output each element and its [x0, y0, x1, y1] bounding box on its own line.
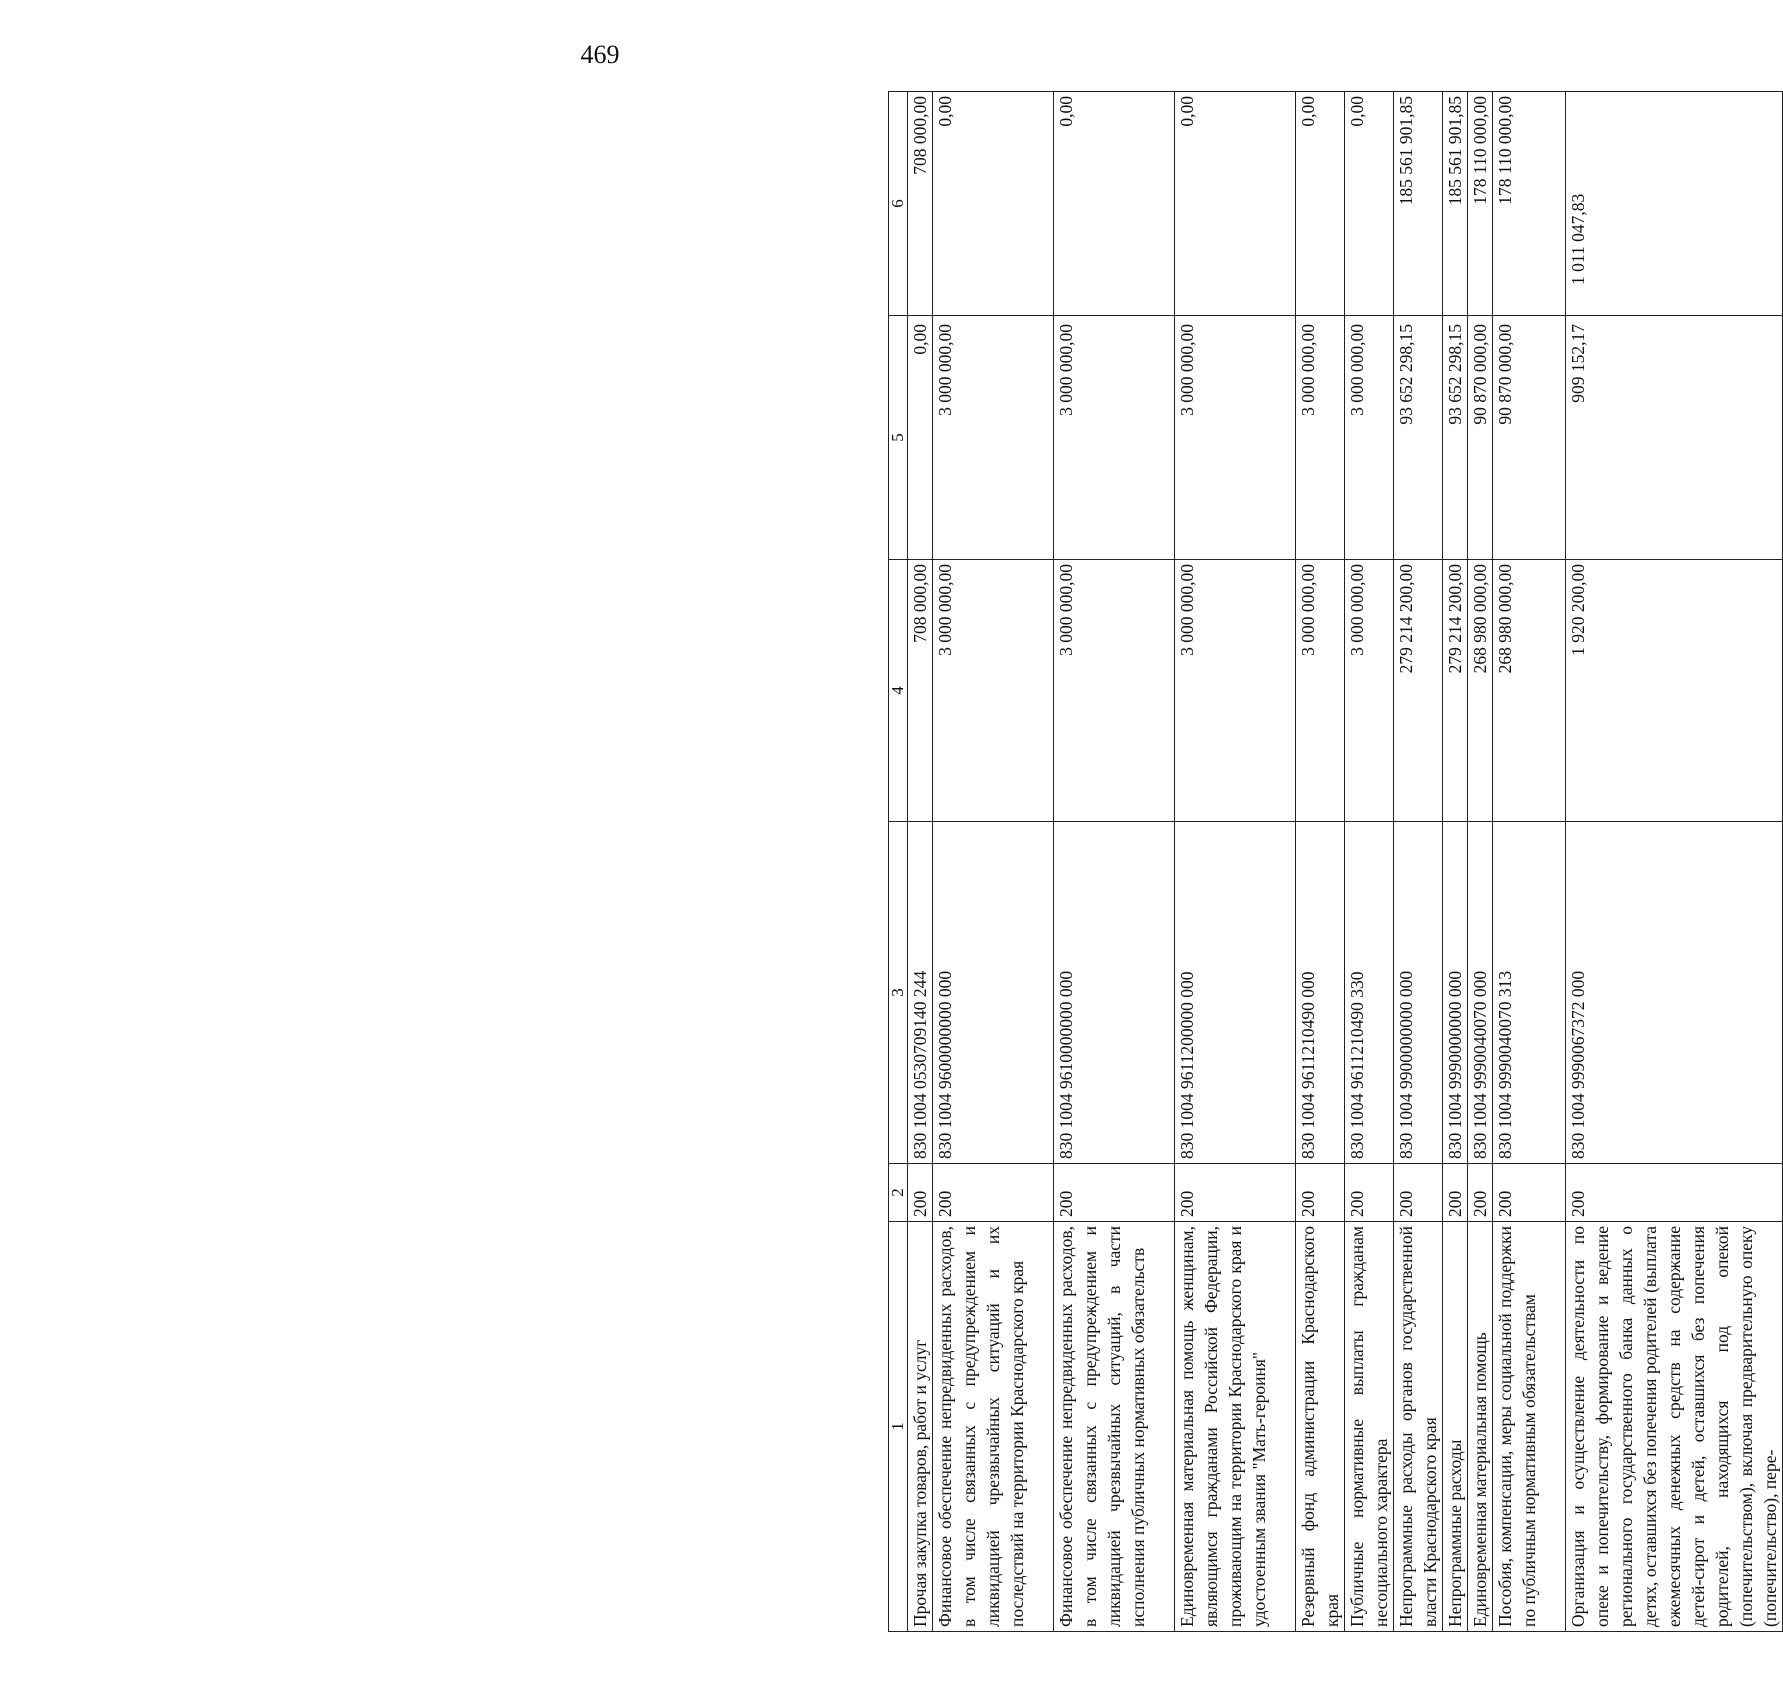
row-col6: 0,00 [1054, 92, 1175, 316]
row-code: 830 1004 9610000000 000 [1054, 822, 1175, 1164]
header-row [889, 92, 908, 1632]
row-col2: 200 [1345, 1164, 1394, 1222]
row-col4: 279 214 200,00 [1394, 560, 1443, 822]
row-code: 830 1004 9900000000 000 [1394, 822, 1443, 1164]
col-header-6: 6 [889, 92, 908, 316]
row-col6: 178 110 000,00 [1493, 92, 1566, 316]
row-col2: 200 [1394, 1164, 1443, 1222]
row-col4: 3 000 000,00 [1296, 560, 1345, 822]
row-col2: 200 [1296, 1164, 1345, 1222]
row-col5: 3 000 000,00 [1175, 316, 1296, 560]
row-col2: 200 [1468, 1164, 1493, 1222]
row-name: Резервный фонд администрации Краснодарского края [1296, 1222, 1345, 1632]
row-col5: 3 000 000,00 [933, 316, 1054, 560]
col-header-3: 3 [889, 822, 908, 1164]
row-code: 830 1004 0530709140 244 [908, 822, 933, 1164]
row-col2: 200 [1493, 1164, 1566, 1222]
row-col5: 3 000 000,00 [1054, 316, 1175, 560]
row-name: Единовременная материальная помощь [1468, 1222, 1493, 1632]
col-header-4: 4 [889, 560, 908, 822]
row-col6: 185 561 901,85 [1394, 92, 1443, 316]
row-col5: 3 000 000,00 [1296, 316, 1345, 560]
row-col2: 200 [1566, 1164, 1783, 1222]
budget-table [888, 91, 1783, 1632]
row-col6: 1 011 047,83 [1566, 92, 1783, 316]
col-header-5: 5 [889, 316, 908, 560]
row-col6: 708 000,00 [908, 92, 933, 316]
row-col4: 279 214 200,00 [1443, 560, 1468, 822]
row-code: 830 1004 9990067372 000 [1566, 822, 1783, 1164]
table-row [1394, 92, 1443, 1632]
row-name: Финансовое обеспечение непредвиденных расходов, в том числе связанных с предупреждением и ликвидацией чрезвычайных ситуаций и их последствий на территории Краснодарского края [933, 1222, 1054, 1632]
page-number: 469 [580, 40, 620, 69]
table-row [1468, 92, 1493, 1632]
row-code: 830 1004 9611210490 330 [1345, 822, 1394, 1164]
row-col6: 0,00 [1296, 92, 1345, 316]
row-name: Непрограммные расходы органов государственной власти Краснодарского края [1394, 1222, 1443, 1632]
row-name: Пособия, компенсации, меры социальной поддержки по публичным нормативным обязательствам [1493, 1222, 1566, 1632]
row-col2: 200 [933, 1164, 1054, 1222]
row-col4: 268 980 000,00 [1493, 560, 1566, 822]
row-col5: 93 652 298,15 [1443, 316, 1468, 560]
row-col6: 178 110 000,00 [1468, 92, 1493, 316]
col-header-2: 2 [889, 1164, 908, 1222]
row-col5: 90 870 000,00 [1493, 316, 1566, 560]
row-col6: 185 561 901,85 [1443, 92, 1468, 316]
row-code: 830 1004 9990040070 313 [1493, 822, 1566, 1164]
row-col5: 0,00 [908, 316, 933, 560]
table-row [1296, 92, 1345, 1632]
row-code: 830 1004 9600000000 000 [933, 822, 1054, 1164]
row-col4: 3 000 000,00 [1345, 560, 1394, 822]
table-row [1443, 92, 1468, 1632]
row-name: Единовременная материальная помощь женщинам, являющимся гражданами Российской Федерации, проживающим на территории Краснодарского края и удостоенным звания "Мать-героиня" [1175, 1222, 1296, 1632]
table-row [933, 92, 1054, 1632]
row-col4: 3 000 000,00 [1175, 560, 1296, 822]
row-code: 830 1004 9611210490 000 [1296, 822, 1345, 1164]
row-name: Непрограммные расходы [1443, 1222, 1468, 1632]
row-col6: 0,00 [1175, 92, 1296, 316]
row-col4: 3 000 000,00 [1054, 560, 1175, 822]
table-row [1054, 92, 1175, 1632]
row-col5: 93 652 298,15 [1394, 316, 1443, 560]
row-name: Публичные нормативные выплаты гражданам несоциального характера [1345, 1222, 1394, 1632]
row-col5: 90 870 000,00 [1468, 316, 1493, 560]
table-row [1493, 92, 1566, 1632]
row-code: 830 1004 9990040070 000 [1468, 822, 1493, 1164]
row-col2: 200 [1054, 1164, 1175, 1222]
col-header-1: 1 [889, 1222, 908, 1632]
table-row [1175, 92, 1296, 1632]
row-name: Финансовое обеспечение непредвиденных расходов, в том числе связанных с предупреждением и ликвидацией чрезвычайных ситуаций, в части исполнения публичных нормативных обязательств [1054, 1222, 1175, 1632]
row-name: Прочая закупка товаров, работ и услуг [908, 1222, 933, 1632]
row-col5: 909 152,17 [1566, 316, 1783, 560]
table-row [1345, 92, 1394, 1632]
row-col6: 0,00 [1345, 92, 1394, 316]
table-row [908, 92, 933, 1632]
table-row [1566, 92, 1783, 1632]
row-col2: 200 [908, 1164, 933, 1222]
row-name: Организация и осуществление деятельности по опеке и попечительству, формирование и ведение регионального государственного банка данных о детях, оставшихся без попечения родителей (выплата ежемесячных денежных средств на содержание детей-сирот и детей, оставшихся без попечения родителей, находящихся под опекой (попечительством), включая предварительную опеку (попечительство), пере- [1566, 1222, 1783, 1632]
row-col5: 3 000 000,00 [1345, 316, 1394, 560]
row-col4: 268 980 000,00 [1468, 560, 1493, 822]
row-code: 830 1004 9990000000 000 [1443, 822, 1468, 1164]
budget-table-rotated [888, 92, 1780, 1632]
row-code: 830 1004 9611200000 000 [1175, 822, 1296, 1164]
row-col2: 200 [1443, 1164, 1468, 1222]
row-col2: 200 [1175, 1164, 1296, 1222]
row-col4: 3 000 000,00 [933, 560, 1054, 822]
row-col6: 0,00 [933, 92, 1054, 316]
row-col4: 708 000,00 [908, 560, 933, 822]
row-col4: 1 920 200,00 [1566, 560, 1783, 822]
